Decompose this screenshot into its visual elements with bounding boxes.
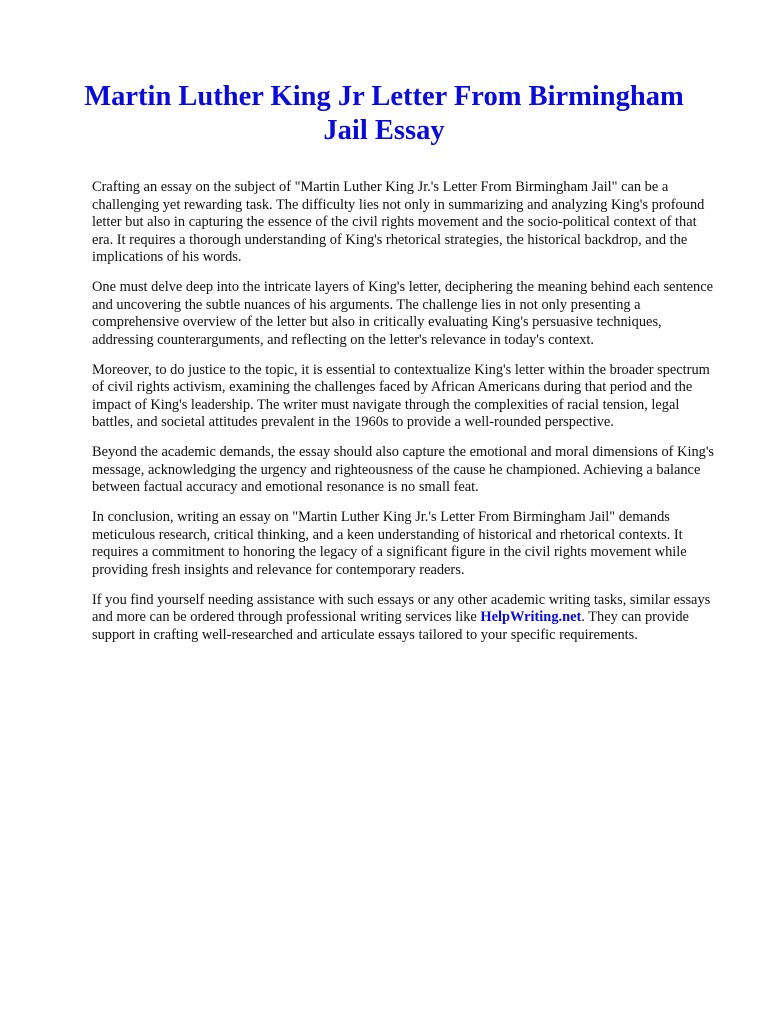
document-title: Martin Luther King Jr Letter From Birmingham Jail Essay [84, 81, 684, 146]
document-body [92, 179, 718, 657]
paragraph-4: Beyond the academic demands, the essay should also capture the emotional and moral dimensions of King's message, acknowledging the urgency and righteousness of the cause he championed. Achieving a balance between factual accuracy and emotional resonance is no small feat. [92, 444, 715, 495]
paragraph-6-text-after-link: . They can provide support in crafting well-researched and articulate essays tailored to your specific requirements. [92, 609, 689, 643]
paragraph-1: Crafting an essay on the subject of "Martin Luther King Jr.'s Letter From Birmingham Jail" can be a challenging yet rewarding task. The difficulty lies not only in summarizing and analyzing King's profound letter but also in capturing the essence of the civil rights movement and the socio-political context of that era. It requires a thorough understanding of King's rhetorical strategies, the historical backdrop, and the implications of his words. [92, 179, 705, 265]
helpwriting-link[interactable]: HelpWriting.net [480, 609, 582, 625]
paragraph-5: In conclusion, writing an essay on "Martin Luther King Jr.'s Letter From Birmingham Jail" demands meticulous research, critical thinking, and a keen understanding of historical and rhetorical contexts. It requires a commitment to honoring the legacy of a significant figure in the civil rights movement while providing fresh insights and relevance for contemporary readers. [92, 509, 687, 578]
paragraph-6 [92, 592, 718, 645]
paragraph-6-text-before-link: If you find yourself needing assistance with such essays or any other academic writing tasks, similar essays and more can be ordered through professional writing services like [92, 591, 711, 625]
paragraph-2: One must delve deep into the intricate layers of King's letter, deciphering the meaning behind each sentence and uncovering the subtle nuances of his arguments. The challenge lies in not only presenting a comprehensive overview of the letter but also in critically evaluating King's persuasive techniques, addressing counterarguments, and reflecting on the letter's relevance in today's context. [92, 279, 713, 348]
paragraph-3: Moreover, to do justice to the topic, it is essential to contextualize King's letter within the broader spectrum of civil rights activism, examining the challenges faced by African Americans during that period and the impact of King's leadership. The writer must navigate through the complexities of racial tension, legal battles, and societal attitudes prevalent in the 1960s to provide a well-rounded perspective. [92, 361, 710, 430]
